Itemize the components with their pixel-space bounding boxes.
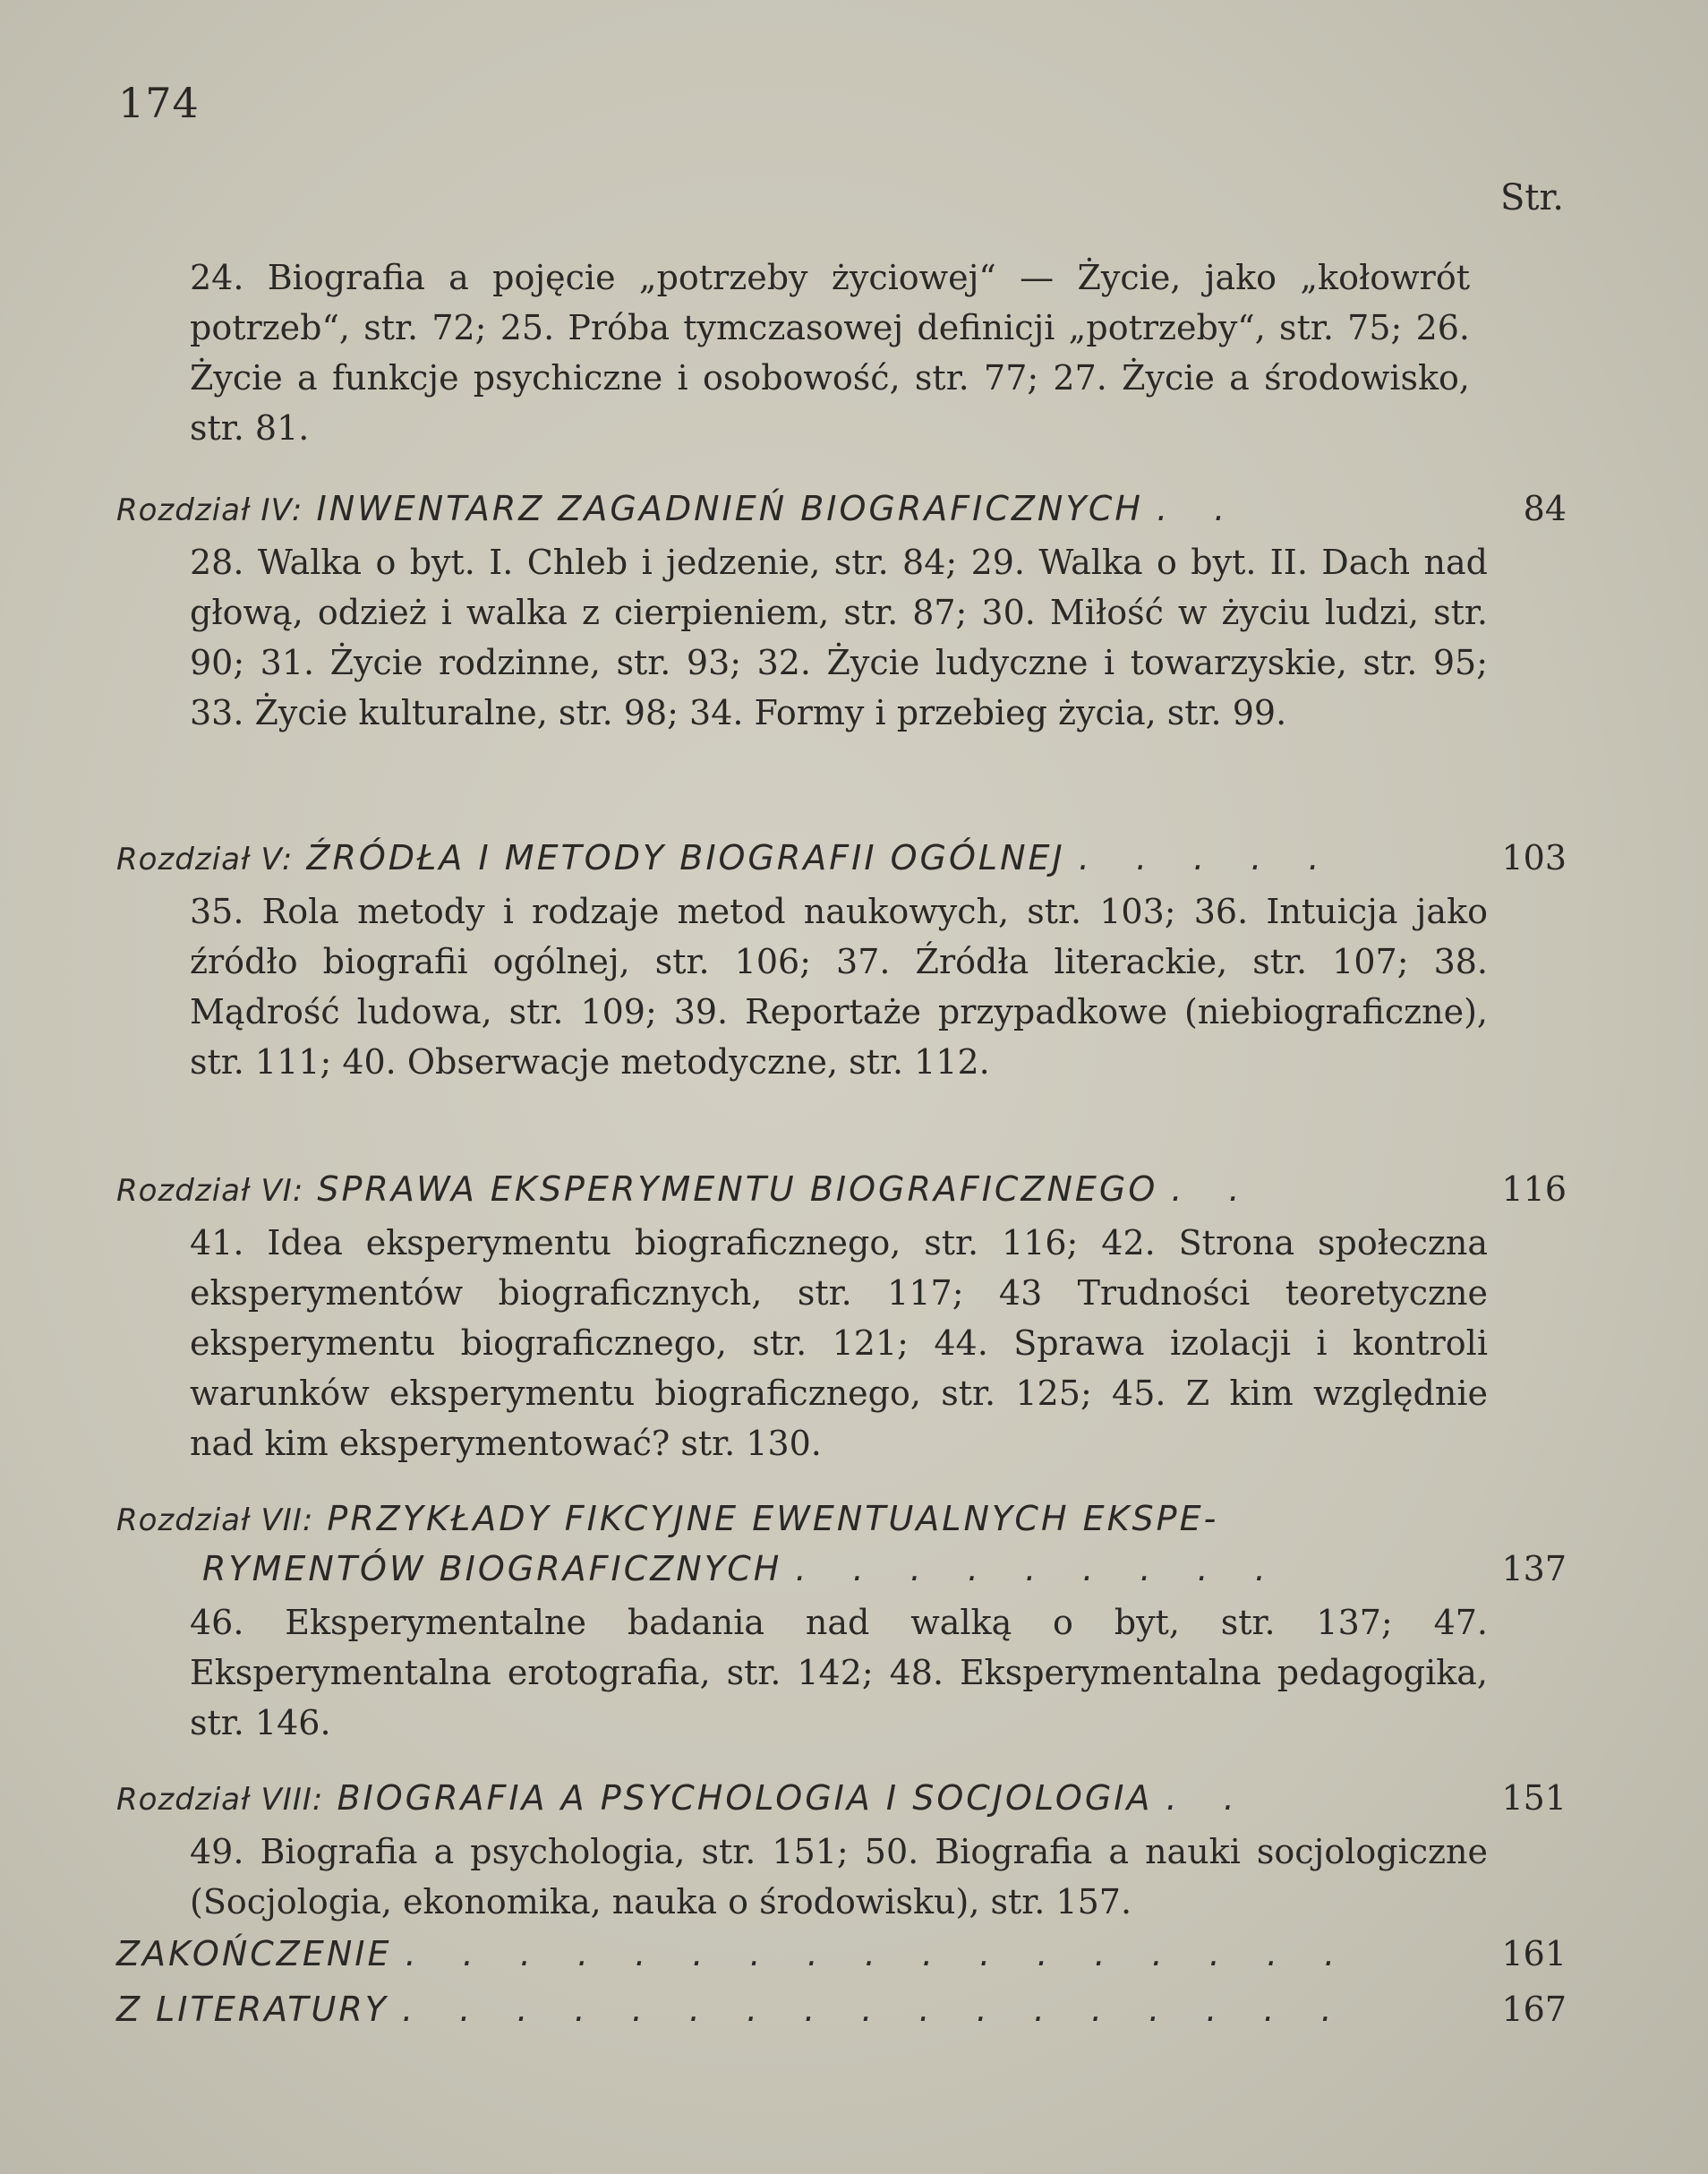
leader-dots: . . . . . . . . . . . . . . . . . bbox=[402, 1990, 1350, 2029]
chapter-heading bbox=[116, 833, 1567, 883]
chapter-contents: 49. Biografia a psychologia, str. 151; 50. Biografia a nauki socjologiczne (Socjologia, ekonomika, nauka o środowisku), str. 157. bbox=[190, 1832, 1488, 1922]
chapter-contents: 28. Walka o byt. I. Chleb i jedzenie, str. 84; 29. Walka o byt. II. Dach nad głową, odzież i walka z cierpieniem, str. 87; 30. Miłość w życiu ludzi, str. 90; 31. Życie rodzinne, str. 93; 32. Życie ludyczne i towarzyskie, str. 95; 33. Życie kulturalne, str. 98; 34. Formy i przebieg życia, str. 99. bbox=[190, 543, 1488, 732]
chapter-contents: 35. Rola metody i rodzaje metod naukowych, str. 103; 36. Intuicja jako źródło biografii ogólnej, str. 106; 37. Źródła literackie, str. 107; 38. Mądrość ludowa, str. 109; 39. Reportaże przypadkowe (niebiograficzne), str. 111; 40. Obserwacje metodyczne, str. 112. bbox=[190, 892, 1488, 1082]
chapter-label: Rozdział V: bbox=[116, 842, 294, 877]
chapter-heading bbox=[116, 1773, 1567, 1823]
chapter-title: ŹRÓDŁA I METODY BIOGRAFII OGÓLNEJ bbox=[306, 838, 1065, 877]
ending-page: 167 bbox=[1501, 1990, 1567, 2029]
page-column-header: Str. bbox=[1500, 177, 1564, 218]
chapter-page: 103 bbox=[1501, 838, 1567, 877]
leader-dots: . . bbox=[1171, 1169, 1258, 1209]
chapter-label: Rozdział VI: bbox=[116, 1173, 304, 1209]
ending-heading bbox=[116, 1984, 1567, 2034]
ending-heading bbox=[116, 1929, 1567, 1979]
chapter-4 bbox=[116, 484, 1567, 738]
chapter-page: 151 bbox=[1501, 1778, 1567, 1818]
chapter-heading bbox=[116, 484, 1567, 534]
chapter-heading bbox=[116, 1494, 1567, 1544]
ending-title: Z LITERATURY bbox=[116, 1990, 389, 2029]
chapter-heading bbox=[116, 1164, 1567, 1214]
ending-literatura bbox=[116, 1984, 1567, 2034]
chapter-contents: 41. Idea eksperymentu biograficznego, str. 116; 42. Strona społeczna eksperymentów biograficznych, str. 117; 43 Trudności teoretyczne eksperymentu biograficznego, str. 121; 44. Sprawa izolacji i kontroli warunków eksperymentu biograficznego, str. 125; 45. Z kim względnie nad kim eksperymentować? str. 130. bbox=[190, 1223, 1488, 1463]
chapter-label: Rozdział IV: bbox=[116, 492, 303, 528]
chapter-contents: 46. Eksperymentalne badania nad walką o byt, str. 137; 47. Eksperymentalna erotografia, str. 142; 48. Eksperymentalna pedagogika, str. 146. bbox=[190, 1603, 1488, 1742]
chapter-8 bbox=[116, 1773, 1567, 1927]
chapter-label: Rozdział VII: bbox=[116, 1502, 314, 1538]
intro-text: 24. Biografia a pojęcie „potrzeby życiowej“ — Życie, jako „kołowrót potrzeb“, str. 72; 25. Próba tymczasowej definicji „potrzeby“, str. 75; 26. Życie a funkcje psychiczne i osobowość, str. 77; 27. Życie a środowisko, str. 81. bbox=[190, 258, 1470, 448]
chapter-7 bbox=[116, 1494, 1567, 1748]
chapter-page: 137 bbox=[1501, 1549, 1567, 1588]
leader-dots: . . . . . . . . . . . . . . . . . bbox=[405, 1934, 1354, 1973]
ending-title: ZAKOŃCZENIE bbox=[116, 1934, 392, 1973]
chapter-title-line-2: RYMENTÓW BIOGRAFICZNYCH bbox=[202, 1549, 782, 1588]
page-number: 174 bbox=[118, 79, 200, 127]
leader-dots: . . . . . bbox=[1078, 838, 1337, 877]
chapter-6 bbox=[116, 1164, 1567, 1468]
leader-dots: . . bbox=[1157, 489, 1243, 528]
leader-dots: . . bbox=[1166, 1778, 1252, 1818]
chapter-heading-continued bbox=[116, 1544, 1567, 1594]
chapter-title: SPRAWA EKSPERYMENTU BIOGRAFICZNEGO bbox=[317, 1169, 1158, 1209]
chapter-page: 84 bbox=[1523, 489, 1567, 528]
chapter-title-line-1: PRZYKŁADY FIKCYJNE EWENTUALNYCH EKSPE- bbox=[327, 1499, 1219, 1538]
ending-zakonczenie bbox=[116, 1929, 1567, 1979]
chapter-title: INWENTARZ ZAGADNIEŃ BIOGRAFICZNYCH bbox=[316, 489, 1143, 528]
intro-continuation bbox=[190, 252, 1470, 453]
chapter-title: BIOGRAFIA A PSYCHOLOGIA I SOCJOLOGIA bbox=[337, 1778, 1153, 1818]
leader-dots: . . . . . . . . . bbox=[795, 1549, 1284, 1588]
chapter-label: Rozdział VIII: bbox=[116, 1782, 324, 1818]
chapter-5 bbox=[116, 833, 1567, 1087]
ending-page: 161 bbox=[1501, 1934, 1567, 1973]
chapter-page: 116 bbox=[1501, 1169, 1567, 1209]
